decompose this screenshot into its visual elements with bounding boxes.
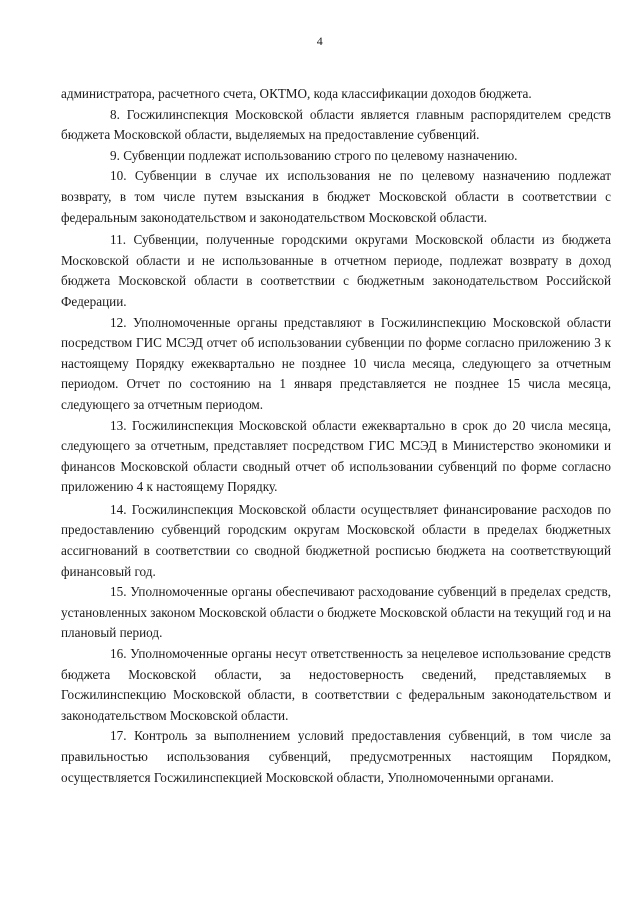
paragraph-16: 16. Уполномоченные органы несут ответственность за нецелевое использование средств бюджета Московской области, за недостоверность сведений, представляемых в Госжилинспекцию Московской области, в соответствии с федеральным законодательством и законодательством Московской области. xyxy=(61,646,611,723)
paragraph-14: 14. Госжилинспекция Московской области осуществляет финансирование расходов по предоставлению субвенций городским округам Московской области в пределах бюджетных ассигнований в соответствии со сводной бюджетной росписью бюджета на соответствующий финансовый год. xyxy=(61,501,611,579)
page-number: 4 xyxy=(316,34,324,48)
document-body xyxy=(61,84,611,788)
paragraph-9: 9. Субвенции подлежат использованию строго по целевому назначению. xyxy=(110,147,518,163)
paragraph-15: 15. Уполномоченные органы обеспечивают расходование субвенций в пределах средств, установленных законом Московской области о бюджете Московской области на текущий год и на плановый период. xyxy=(61,584,611,641)
paragraph-continuation: администратора, расчетного счета, ОКТМО, кода классификации доходов бюджета. xyxy=(61,86,532,101)
paragraph-17: 17. Контроль за выполнением условий предоставления субвенций, в том числе за правильностью использования субвенций, предусмотренных настоящим Порядком, осуществляется Госжилинспекцией Московской области, Уполномоченными органами. xyxy=(61,728,611,785)
paragraph-10: 10. Субвенции в случае их использования не по целевому назначению подлежат возврату, в том числе путем взыскания в бюджет Московской области в соответствии с федеральным законодательством и законодательством Московской области. xyxy=(61,168,611,225)
paragraph-8: 8. Госжилинспекция Московской области является главным распорядителем средств бюджета Московской области, выделяемых на предоставление субвенций. xyxy=(61,106,611,143)
paragraph-12: 12. Уполномоченные органы представляют в Госжилинспекцию Московской области посредством ГИС МСЭД отчет об использовании субвенции по форме согласно приложению 3 к настоящему Порядку ежеквартально не позднее 10 числа месяца, следующего за отчетным периодом. Отчет по состоянию на 1 января представляется не позднее 15 числа месяца, следующего за отчетным периодом. xyxy=(61,314,611,412)
paragraph-13: 13. Госжилинспекция Московской области ежеквартально в срок до 20 числа месяца, следующего за отчетным, представляет посредством ГИС МСЭД в Министерство экономики и финансов Московской области сводный отчет об использовании субвенций по форме согласно приложению 4 к настоящему Порядку. xyxy=(61,417,611,495)
paragraph-11: 11. Субвенции, полученные городскими округами Московской области из бюджета Московской области и не использованные в отчетном периоде, подлежат возврату в доход бюджета Московской области в соответствии с бюджетным законодательством Российской Федерации. xyxy=(61,232,611,309)
